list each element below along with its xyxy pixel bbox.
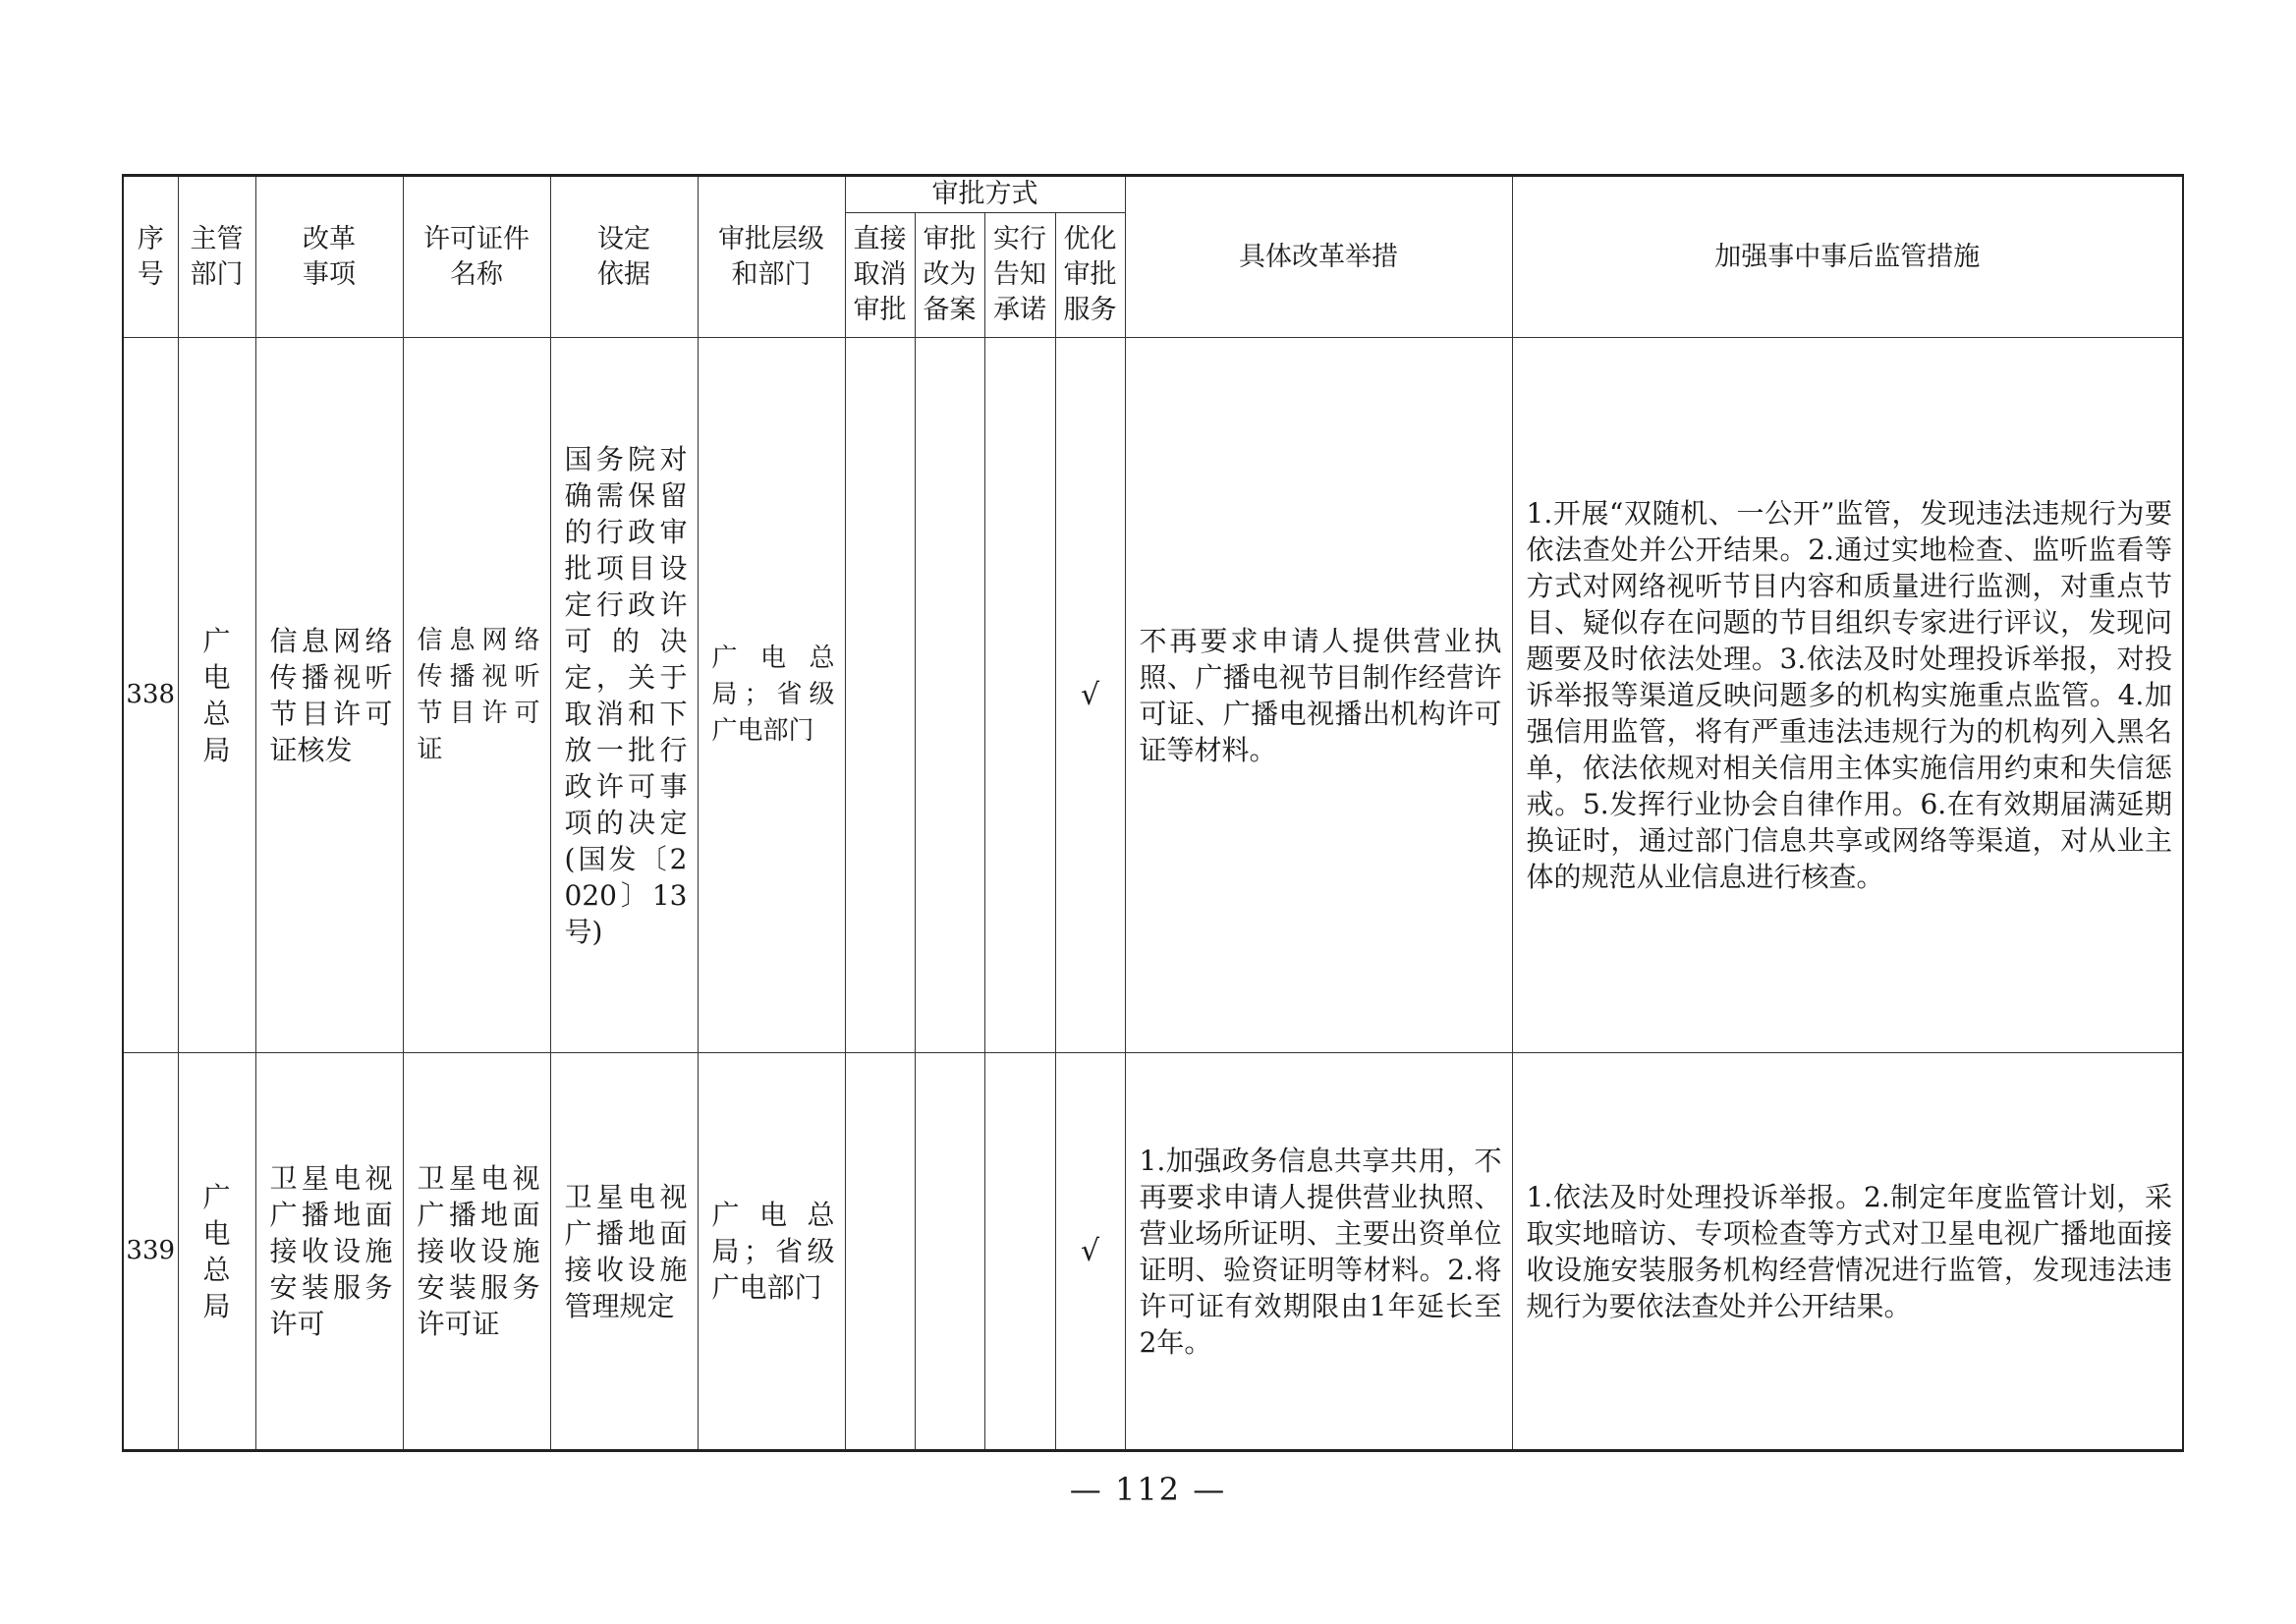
- header-optimize: 优化审批服务: [1055, 213, 1125, 338]
- row-filing: [915, 338, 984, 1053]
- header-level: 审批层级和部门: [698, 176, 845, 338]
- row-level: 广电总局；省级广电部门: [698, 338, 845, 1053]
- header-notify: 实行告知承诺: [984, 213, 1055, 338]
- row-cancel: [845, 1053, 915, 1451]
- row-cancel: [845, 338, 915, 1053]
- row-supervision: 1.依法及时处理投诉举报。2.制定年度监管计划，采取实地暗访、专项检查等方式对卫星电视广播地面接收设施安装服务机构经营情况进行监管，发现违法违规行为要依法查处并公开结果。: [1512, 1053, 2183, 1451]
- header-license: 许可证件名称: [403, 176, 550, 338]
- row-item: 卫星电视广播地面接收设施安装服务许可: [255, 1053, 403, 1451]
- row-basis: 国务院对确需保留的行政审批项目设定行政许可的决定，关于取消和下放一批行政许可事项的决定(国发〔2020〕13号): [550, 338, 698, 1053]
- row-filing: [915, 1053, 984, 1451]
- row-seq: 338: [123, 338, 178, 1053]
- header-filing: 审批改为备案: [915, 213, 984, 338]
- row-notify: [984, 1053, 1055, 1451]
- reform-items-table: [122, 174, 2184, 1452]
- row-notify: [984, 338, 1055, 1053]
- row-item: 信息网络传播视听节目许可证核发: [255, 338, 403, 1053]
- row-measures: 不再要求申请人提供营业执照、广播电视节目制作经营许可证、广播电视播出机构许可证等材料。: [1125, 338, 1512, 1053]
- row-optimize-check: √: [1055, 338, 1125, 1053]
- row-dept: 广电总局: [178, 338, 255, 1053]
- row-level: 广电总局；省级广电部门: [698, 1053, 845, 1451]
- header-dept: 主管部门: [178, 176, 255, 338]
- header-item: 改革事项: [255, 176, 403, 338]
- header-measures: 具体改革举措: [1125, 176, 1512, 338]
- header-seq: 序号: [123, 176, 178, 338]
- header-cancel: 直接取消审批: [845, 213, 915, 338]
- page-number: — 112 —: [1069, 1471, 1227, 1508]
- header-basis: 设定依据: [550, 176, 698, 338]
- row-license: 信息网络传播视听节目许可证: [403, 338, 550, 1053]
- header-supervision: 加强事中事后监管措施: [1512, 176, 2183, 338]
- row-supervision: 1.开展“双随机、一公开”监管，发现违法违规行为要依法查处并公开结果。2.通过实地检查、监听监看等方式对网络视听节目内容和质量进行监测，对重点节目、疑似存在问题的节目组织专家进行评议，发现问题要及时依法处理。3.依法及时处理投诉举报，对投诉举报等渠道反映问题多的机构实施重点监管。4.加强信用监管，将有严重违法违规行为的机构列入黑名单，依法依规对相关信用主体实施信用约束和失信惩戒。5.发挥行业协会自律作用。6.在有效期届满延期换证时，通过部门信息共享或网络等渠道，对从业主体的规范从业信息进行核查。: [1512, 338, 2183, 1053]
- header-approval-group: 审批方式: [845, 176, 1125, 213]
- row-measures: 1.加强政务信息共享共用，不再要求申请人提供营业执照、营业场所证明、主要出资单位证明、验资证明等材料。2.将许可证有效期限由1年延长至2年。: [1125, 1053, 1512, 1451]
- row-dept: 广电总局: [178, 1053, 255, 1451]
- header-row-top: [123, 176, 2183, 213]
- row-license: 卫星电视广播地面接收设施安装服务许可证: [403, 1053, 550, 1451]
- row-optimize-check: √: [1055, 1053, 1125, 1451]
- row-basis: 卫星电视广播地面接收设施管理规定: [550, 1053, 698, 1451]
- table-row: [123, 1053, 2183, 1451]
- table-row: [123, 338, 2183, 1053]
- row-seq: 339: [123, 1053, 178, 1451]
